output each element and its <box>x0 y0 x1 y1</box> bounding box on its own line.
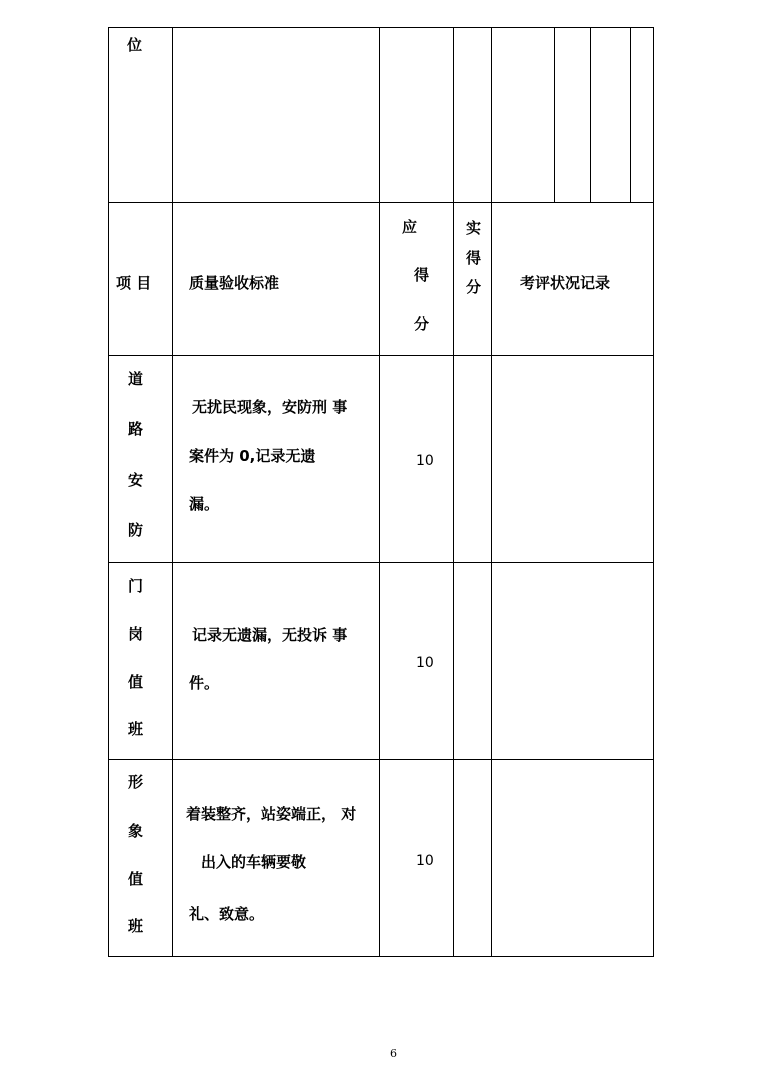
header-due-score-2: 得 <box>414 266 430 284</box>
row-item-char: 班 <box>128 917 144 935</box>
header-item: 项 目 <box>116 274 152 292</box>
header-record: 考评状况记录 <box>520 274 611 292</box>
header-criteria: 质量验收标准 <box>189 274 280 292</box>
row-criteria-line: 出入的车辆要敬 <box>201 853 307 871</box>
table-subcol-divider <box>630 27 631 203</box>
table-border-right <box>653 27 654 957</box>
row-criteria-line: 案件为 0,记录无遗 <box>189 447 316 465</box>
row-item-char: 象 <box>128 822 144 840</box>
row-criteria-line: 着装整齐，站姿端正， 对 <box>186 805 357 823</box>
table-border-bottom <box>108 956 654 957</box>
row-score: 10 <box>416 853 434 869</box>
table-border-left <box>108 27 109 957</box>
row-score: 10 <box>416 453 434 469</box>
row-criteria-line: 礼、致意。 <box>189 905 265 923</box>
row-item-char: 门 <box>128 577 144 595</box>
row-item-char: 形 <box>128 773 144 791</box>
table-row-divider <box>108 759 654 760</box>
row-criteria-line: 漏。 <box>189 495 220 513</box>
header-actual-score-1: 实 <box>466 219 482 237</box>
header-due-score-3: 分 <box>414 315 430 333</box>
row-criteria-line: 件。 <box>189 674 220 692</box>
table-col-divider <box>172 27 173 957</box>
table-col-divider <box>379 27 380 957</box>
table-col-divider <box>491 27 492 957</box>
table-subcol-divider <box>554 27 555 203</box>
continuation-label: 位 <box>127 36 143 54</box>
page-number: 6 <box>390 1047 397 1060</box>
row-item-char: 值 <box>128 870 144 888</box>
row-item-char: 值 <box>128 673 144 691</box>
table-col-divider <box>453 27 454 957</box>
row-item-char: 路 <box>128 420 144 438</box>
table-subcol-divider <box>590 27 591 203</box>
table-row-divider <box>108 562 654 563</box>
header-due-score-1: 应 <box>402 218 418 236</box>
row-item-char: 道 <box>128 370 144 388</box>
row-item-char: 防 <box>128 521 144 539</box>
row-criteria-line: 无扰民现象，安防刑 事 <box>192 398 348 416</box>
row-item-char: 班 <box>128 720 144 738</box>
header-actual-score-3: 分 <box>466 278 482 296</box>
table-row-divider <box>108 355 654 356</box>
table-border-top <box>108 27 654 28</box>
header-actual-score-2: 得 <box>466 249 482 267</box>
row-criteria-line: 记录无遗漏，无投诉 事 <box>192 626 348 644</box>
row-item-char: 安 <box>128 471 144 489</box>
table-row-divider <box>108 202 654 203</box>
row-score: 10 <box>416 655 434 671</box>
row-item-char: 岗 <box>128 625 144 643</box>
